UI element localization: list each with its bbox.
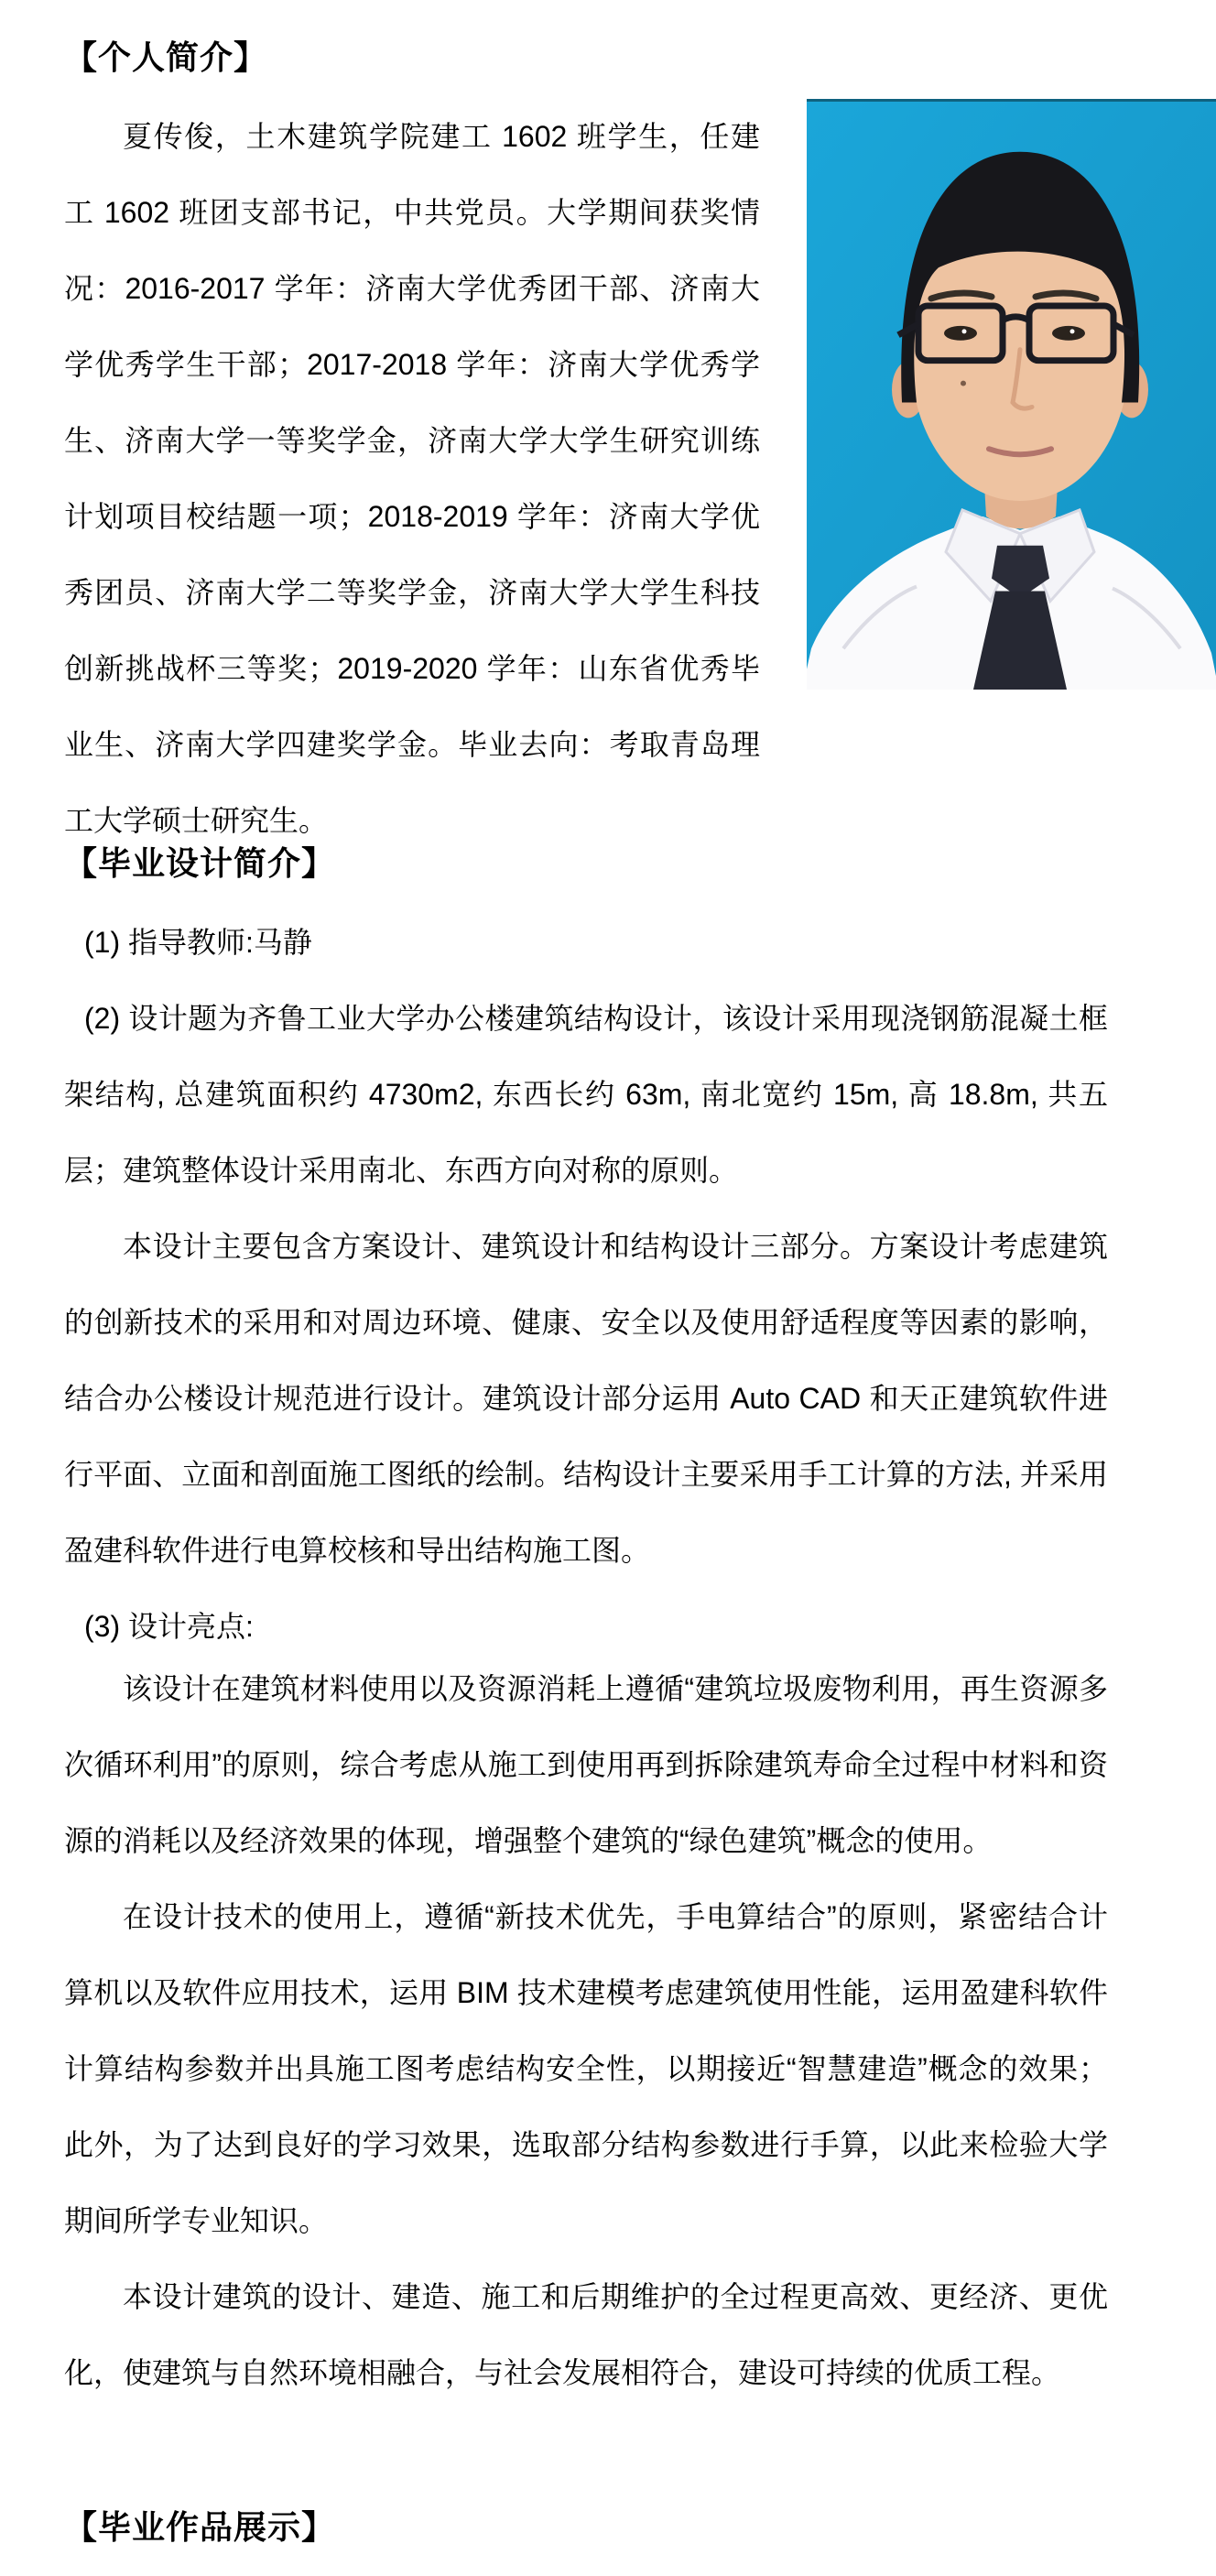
student-photo (807, 99, 1216, 690)
design-para-green: 该设计在建筑材料使用以及资源消耗上遵循“建筑垃圾废物利用，再生资源多次循环利用”的原则，综合考虑从施工到使用再到拆除建筑寿命全过程中材料和资源的消耗以及经济效果的体现，增强整个建筑的“绿色建筑”概念的使用。 (64, 1672, 1108, 1857)
design-para-overview: 本设计主要包含方案设计、建筑设计和结构设计三部分。方案设计考虑建筑的创新技术的采用和对周边环境、健康、安全以及使用舒适程度等因素的影响，结合办公楼设计规范进行设计。建筑设计部分运用 Auto CAD 和天正建筑软件进行平面、立面和剖面施工图纸的绘制。结构设计主要采用手工计算的方法, 并采用盈建科软件进行电算校核和导出结构施工图。 (64, 1230, 1108, 1567)
design-para-technology: 在设计技术的使用上，遵循“新技术优先，手电算结合”的原则，紧密结合计算机以及软件应用技术，运用 BIM 技术建模考虑建筑使用性能，运用盈建科软件计算结构参数并出具施工图考虑结构安全性，以期接近“智慧建造”概念的效果；此外，为了达到良好的学习效果，选取部分结构参数进行手算，以此来检验大学期间所学专业知识。 (64, 1900, 1108, 2237)
eye-left (944, 326, 977, 341)
design-intro-heading: 【毕业设计简介】 (64, 844, 336, 882)
design-item-topic: (2) 设计题为齐鲁工业大学办公楼建筑结构设计，该设计采用现浇钢筋混凝土框架结构, 总建筑面积约 4730m2, 东西长约 63m, 南北宽约 15m, 高 18.8m, 共五层；建筑整体设计采用南北、东西方向对称的原则。 (64, 1002, 1108, 1187)
eye-right (1052, 326, 1085, 341)
works-heading: 【毕业作品展示】 (64, 2508, 336, 2546)
design-item-highlights: (3) 设计亮点: (84, 1610, 254, 1643)
profile-heading: 【个人简介】 (64, 38, 268, 76)
design-intro-body (64, 905, 1108, 2411)
mole (961, 381, 966, 386)
design-item-advisor: (1) 指导教师:马静 (84, 926, 312, 959)
portrait-illustration (807, 102, 1216, 690)
profile-paragraph: 夏传俊，土木建筑学院建工 1602 班学生，任建工 1602 班团支部书记，中共党员。大学期间获奖情况：2016-2017 学年：济南大学优秀团干部、济南大学优秀学生干部；2017-2018 学年：济南大学优秀学生、济南大学一等奖学金，济南大学大学生研究训练计划项目校结题一项；2018-2019 学年：济南大学优秀团员、济南大学二等奖学金，济南大学大学生科技创新挑战杯三等奖；2019-2020 学年：山东省优秀毕业生、济南大学四建奖学金。毕业去向：考取青岛理工大学硕士研究生。 (64, 120, 760, 837)
design-para-summary: 本设计建筑的设计、建造、施工和后期维护的全过程更高效、更经济、更优化，使建筑与自然环境相融合，与社会发展相符合，建设可持续的优质工程。 (64, 2280, 1108, 2389)
